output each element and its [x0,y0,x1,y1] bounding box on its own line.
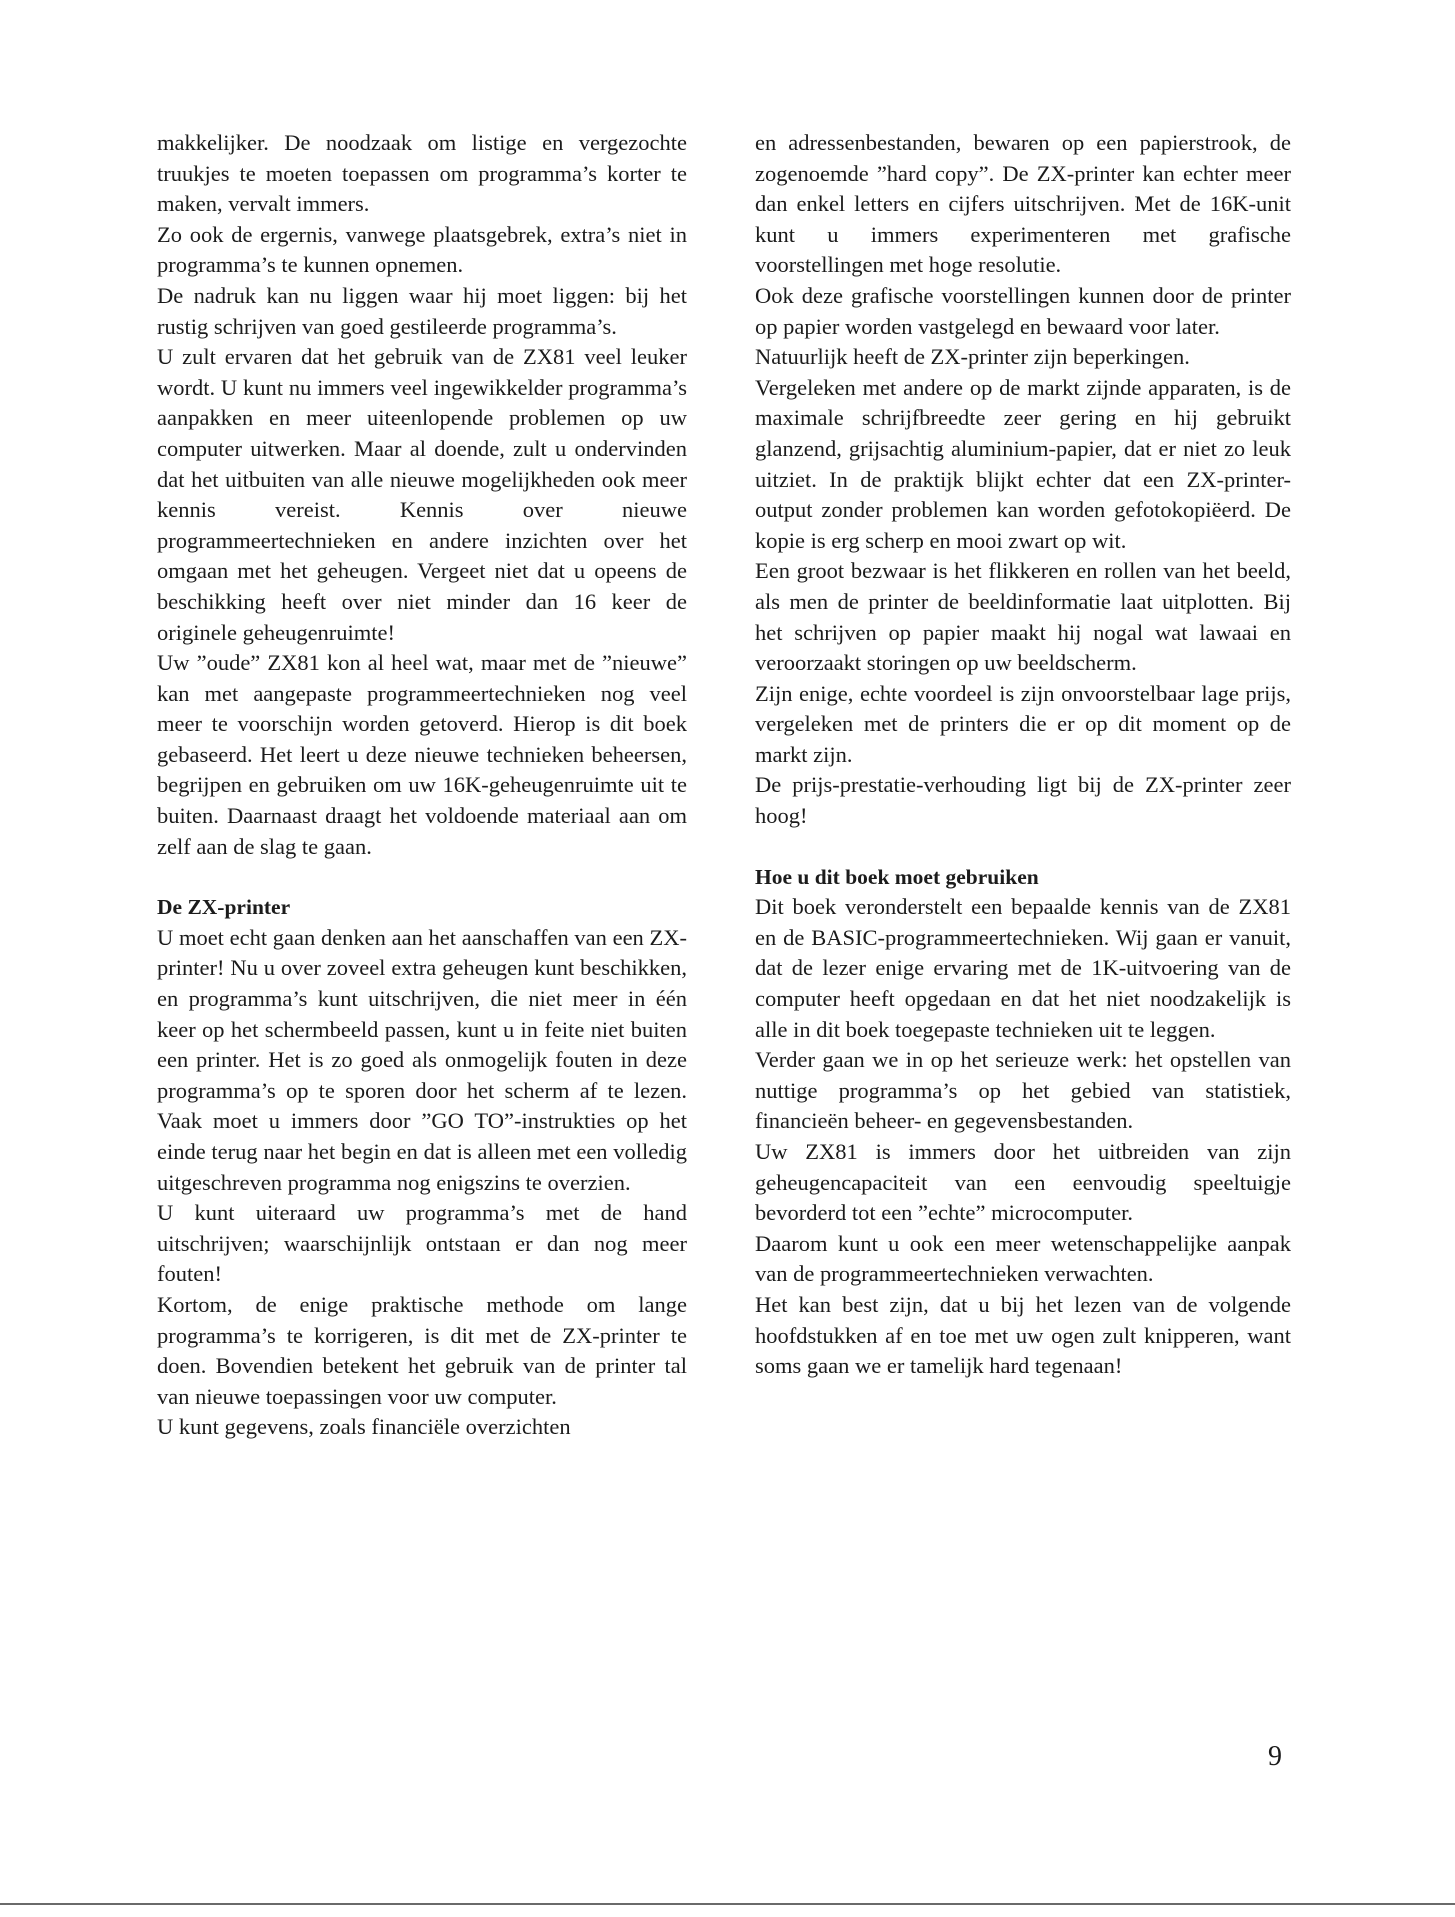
paragraph: Ook deze grafische voorstellingen kunnen door de printer op papier worden vastgelegd en bewaard voor later. [755,282,1291,339]
right-column [755,128,1291,1382]
paragraph: makkelijker. De noodzaak om listige en vergezochte truukjes te moeten toepassen om programma’s korter te maken, vervalt immers. [157,130,687,217]
section-heading-how-to-use: Hoe u dit boek moet gebruiken [755,864,1039,889]
page-number: 9 [1268,1741,1282,1772]
paragraph: De prijs-prestatie-verhouding ligt bij de ZX-printer zeer hoog! [755,772,1291,829]
paragraph: Een groot bezwaar is het flikkeren en rollen van het beeld, als men de printer de beeldinformatie laat uitplotten. Bij het schrijven op papier maakt hij nogal wat lawaai en veroorzaakt storingen op uw beeldscherm. [755,558,1291,676]
paragraph: Daarom kunt u ook een meer wetenschappelijke aanpak van de programmeertechnieken verwachten. [755,1230,1291,1287]
paragraph: Het kan best zijn, dat u bij het lezen van de volgende hoofdstukken af en toe met uw ogen zult knipperen, want soms gaan we er tamelijk hard tegenaan! [755,1291,1291,1379]
paragraph: Zijn enige, echte voordeel is zijn onvoorstelbaar lage prijs, vergeleken met de printers die er op dit moment op de markt zijn. [755,680,1291,767]
paragraph: De nadruk kan nu liggen waar hij moet liggen: bij het rustig schrijven van goed gestileerde programma’s. [157,282,687,339]
paragraph: U zult ervaren dat het gebruik van de ZX81 veel leuker wordt. U kunt nu immers veel ingewikkelder programma’s aanpakken en meer uiteenlopende problemen op uw computer uitwerken. Maar al doende, zult u ondervinden dat het uitbuiten van alle nieuwe mogelijkheden ook meer kennis vereist. Kennis over nieuwe programmeertechnieken en andere inzichten over het omgaan met het geheugen. Vergeet niet dat u opeens de beschikking heeft over niet minder dan 16 keer de originele geheugenruimte! [157,344,687,645]
paragraph: Verder gaan we in op het serieuze werk: het opstellen van nuttige programma’s op het gebied van statistiek, financieën beheer- en gegevensbestanden. [755,1047,1291,1134]
paragraph: en adressenbestanden, bewaren op een papierstrook, de zogenoemde ”hard copy”. De ZX-printer kan echter meer dan enkel letters en cijfers uitschrijven. Met de 16K-unit kunt u immers experimenteren met grafische voorstellingen met hoge resolutie. [755,130,1291,278]
section-heading-zx-printer: De ZX-printer [157,895,291,920]
section-gap [157,862,687,892]
paragraph: Kortom, de enige praktische methode om lange programma’s te korrigeren, is dit met de ZX-printer te doen. Bovendien betekent het gebruik van de printer tal van nieuwe toepassingen voor uw computer. [157,1291,687,1409]
paragraph: Dit boek veronderstelt een bepaalde kennis van de ZX81 en de BASIC-programmeertechnieken. Wij gaan er vanuit, dat de lezer enige ervaring met de 1K-uitvoering van de computer heeft opgedaan en dat het niet noodzakelijk is alle in dit boek toegepaste technieken uit te leggen. [755,894,1291,1042]
paragraph: U kunt uiteraard uw programma’s met de hand uitschrijven; waarschijnlijk ontstaan er dan nog meer fouten! [157,1200,687,1287]
bottom-edge-line [0,1903,1455,1905]
paragraph: Natuurlijk heeft de ZX-printer zijn beperkingen. [755,344,1190,370]
paragraph: U moet echt gaan denken aan het aanschaffen van een ZX-printer! Nu u over zoveel extra geheugen kunt beschikken, en programma’s kunt uitschrijven, die niet meer in één keer op het schermbeeld passen, kunt u in feite niet buiten een printer. Het is zo goed als onmogelijk fouten in deze programma’s op te sporen door het scherm af te lezen. Vaak moet u immers door ”GO TO”-instrukties op het einde terug naar het begin en dat is alleen met een volledig uitgeschreven programma nog enigszins te overzien. [157,924,687,1195]
paragraph: Uw ZX81 is immers door het uitbreiden van zijn geheugencapaciteit van een eenvoudig speeltuigje bevorderd tot een ”echte” microcomputer. [755,1139,1291,1226]
section-gap [755,832,1291,862]
left-column [157,128,687,1443]
paragraph: U kunt gegevens, zoals financiële overzichten [157,1414,571,1440]
paragraph: Zo ook de ergernis, vanwege plaatsgebrek, extra’s niet in programma’s te kunnen opnemen. [157,221,687,278]
paragraph: Uw ”oude” ZX81 kon al heel wat, maar met de ”nieuwe” kan met aangepaste programmeertechnieken nog veel meer te voorschijn worden getoverd. Hierop is dit boek gebaseerd. Het leert u deze nieuwe technieken beheersen, begrijpen en gebruiken om uw 16K-geheugenruimte uit te buiten. Daarnaast draagt het voldoende materiaal aan om zelf aan de slag te gaan. [157,650,687,859]
paragraph: Vergeleken met andere op de markt zijnde apparaten, is de maximale schrijfbreedte zeer gering en hij gebruikt glanzend, grijsachtig aluminium-papier, dat er niet zo leuk uitziet. In de praktijk blijkt echter dat een ZX-printer-output zonder problemen kan worden gefotokopiëerd. De kopie is erg scherp en mooi zwart op wit. [755,374,1291,553]
